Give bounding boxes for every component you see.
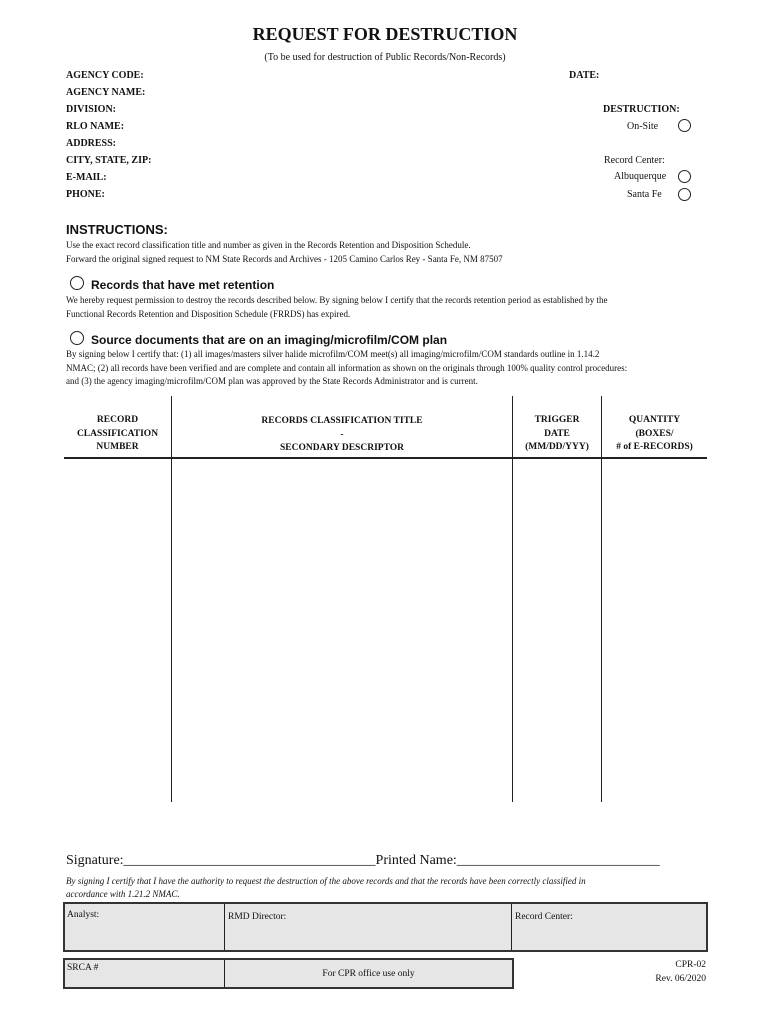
on-site-label: On-Site <box>627 121 659 132</box>
rlo-name-label: RLO NAME: <box>66 121 125 132</box>
col-quantity: QUANTITY (BOXES/ # of E-RECORDS) <box>616 415 693 452</box>
albuquerque-label: Albuquerque <box>614 171 667 182</box>
record-center-box-label: Record Center: <box>515 912 573 922</box>
instructions-heading: INSTRUCTIONS: <box>66 222 168 237</box>
page-title: REQUEST FOR DESTRUCTION <box>252 24 518 44</box>
box-divider <box>511 904 512 950</box>
agency-name-label: AGENCY NAME: <box>66 87 146 98</box>
signature-certification: By signing I certify that I have the authority to request the destruction of the above records and that the records have been correctly classified in accordance with 1.21.2 NMAC. <box>66 876 586 899</box>
revision-date: Rev. 06/2020 <box>655 974 706 984</box>
office-use-label: For CPR office use only <box>322 969 415 979</box>
signature-line[interactable]: Signature:____________________________________Printed Name:_____________________________ <box>66 853 660 868</box>
santa-fe-radio[interactable] <box>678 188 691 201</box>
table-body[interactable] <box>64 460 707 802</box>
imaging-plan-radio[interactable] <box>70 331 84 345</box>
met-retention-label: Records that have met retention <box>91 278 275 292</box>
agency-code-label: AGENCY CODE: <box>66 70 144 81</box>
records-table <box>64 396 707 802</box>
form-number: CPR-02 <box>675 960 706 970</box>
rmd-director-label: RMD Director: <box>228 912 287 922</box>
imaging-plan-text-1: By signing below I certify that: (1) all images/masters silver halide microfilm/COM meet(s) all imaging/microfilm/COM standards outline in 1.14.2 <box>66 349 600 359</box>
record-center-label: Record Center: <box>604 155 665 166</box>
city-state-zip-label: CITY, STATE, ZIP: <box>66 155 152 166</box>
email-label: E-MAIL: <box>66 172 107 183</box>
address-label: ADDRESS: <box>66 138 117 149</box>
met-retention-radio[interactable] <box>70 276 84 290</box>
on-site-radio[interactable] <box>678 119 691 132</box>
met-retention-text-1: We hereby request permission to destroy the records described below. By signing below I certify that the records retention period as established by the <box>66 295 608 305</box>
instructions-line-1: Use the exact record classification title and number as given in the Records Retention and Disposition Schedule. <box>66 240 471 250</box>
col-trigger-date: TRIGGER DATE (MM/DD/YYY) <box>525 415 589 452</box>
phone-label: PHONE: <box>66 189 105 200</box>
box-divider <box>224 904 225 950</box>
instructions-line-2: Forward the original signed request to NM State Records and Archives - 1205 Camino Carlos Rey - Santa Fe, NM 87507 <box>66 254 503 264</box>
srca-box <box>63 958 514 989</box>
analyst-label: Analyst: <box>67 910 100 920</box>
page-subtitle: (To be used for destruction of Public Records/Non-Records) <box>264 52 506 63</box>
imaging-plan-label: Source documents that are on an imaging/microfilm/COM plan <box>91 333 448 347</box>
srca-label: SRCA # <box>67 963 99 973</box>
col-record-classification-number: RECORD CLASSIFICATION NUMBER <box>76 415 159 452</box>
office-approval-box <box>63 902 708 952</box>
header-rule <box>64 457 707 459</box>
santa-fe-label: Santa Fe <box>627 189 662 200</box>
met-retention-text-2: Functional Records Retention and Disposition Schedule (FRRDS) has expired. <box>66 309 351 319</box>
destruction-label: DESTRUCTION: <box>603 104 680 115</box>
albuquerque-radio[interactable] <box>678 170 691 183</box>
imaging-plan-text-2: NMAC; (2) all records have been verified and are complete and contain all information as shown on the originals through 100% quality control procedures: <box>66 363 628 373</box>
date-label: DATE: <box>569 70 600 81</box>
division-label: DIVISION: <box>66 104 117 115</box>
col-classification-title: RECORDS CLASSIFICATION TITLE - SECONDARY DESCRIPTOR <box>261 416 423 453</box>
imaging-plan-text-3: and (3) the agency imaging/microfilm/COM plan was approved by the State Records Administrator and is current. <box>66 376 478 386</box>
